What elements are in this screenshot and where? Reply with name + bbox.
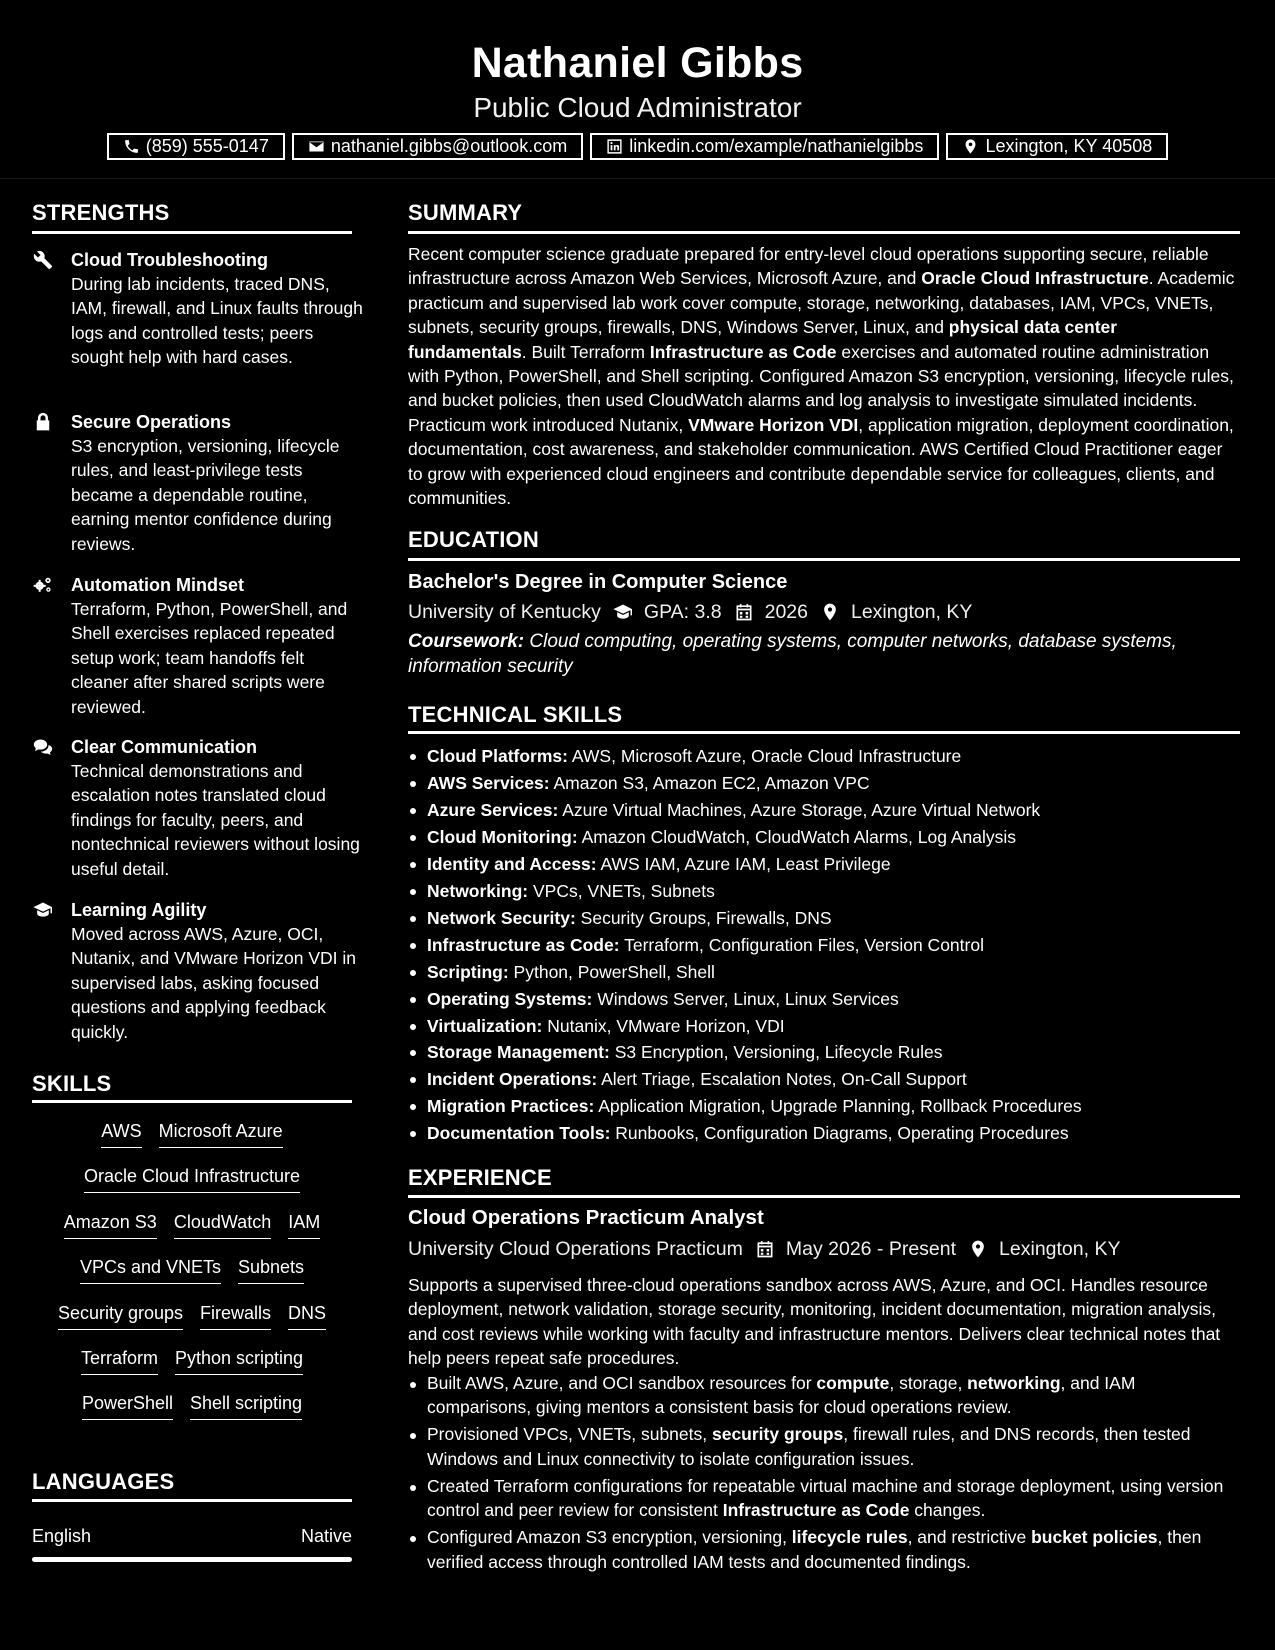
wrench-icon	[32, 250, 54, 270]
skill-category: Cloud Monitoring:	[427, 826, 578, 847]
gpa: GPA: 3.8	[643, 601, 722, 623]
skill-category: Operating Systems:	[427, 988, 593, 1009]
list-item	[408, 1093, 1240, 1120]
bullet-segment: Created Terraform configurations for repeatable virtual machine and storage deployment, using version control and peer review for consistent	[427, 1475, 1224, 1521]
skill-category: Network Security:	[427, 907, 576, 928]
contact-bar	[0, 133, 1275, 160]
skill-values: Azure Virtual Machines, Azure Storage, Azure Virtual Network	[562, 799, 1041, 820]
job-description: Supports a supervised three-cloud operations sandbox across AWS, Azure, and OCI. Handles resource deployment, network validation, storage security, monitoring, incident documentation, migration analysis, and cost reviews while working with faculty and infrastructure mentors. Delivers clear technical notes that help peers repeat safe procedures.	[408, 1275, 1221, 1369]
summary-segment: VMware Horizon VDI	[688, 414, 859, 435]
list-item	[408, 1422, 1243, 1471]
list-item	[408, 1013, 1240, 1040]
skill-values: S3 Encryption, Versioning, Lifecycle Rules	[614, 1042, 943, 1063]
summary-segment: . Built Terraform	[521, 341, 650, 362]
bullet-segment: Configured Amazon S3 encryption, versioning,	[427, 1527, 792, 1548]
bullet-segment: , and restrictive	[907, 1527, 1032, 1548]
strength-description: Technical demonstrations and escalation notes translated cloud findings for faculty, peers, and nontechnical reviewers without losing useful detail.	[71, 761, 360, 879]
skill-category: Scripting:	[427, 961, 509, 982]
skill-chip: DNS	[288, 1301, 326, 1330]
bullet-segment: Provisioned VPCs, VNETs, subnets,	[427, 1424, 712, 1445]
language-item	[32, 1524, 352, 1548]
education-meta	[408, 599, 972, 625]
skill-values: VPCs, VNETs, Subnets	[533, 880, 715, 901]
skills-divider	[32, 1100, 352, 1103]
skill-chip: VPCs and VNETs	[80, 1255, 221, 1284]
skill-values: Amazon CloudWatch, CloudWatch Alarms, Log Analysis	[581, 826, 1017, 847]
calendar-icon	[755, 1239, 775, 1259]
skill-values: Application Migration, Upgrade Planning, Rollback Procedures	[598, 1096, 1082, 1117]
list-item	[408, 743, 1240, 770]
bullet-segment: networking	[967, 1373, 1061, 1393]
graduation-year: 2026	[764, 601, 808, 623]
list-item	[408, 1039, 1240, 1066]
bullet-segment: Infrastructure as Code	[722, 1500, 910, 1521]
bullet-segment: bucket policies	[1031, 1527, 1158, 1548]
skill-chip: AWS	[101, 1119, 141, 1148]
summary-segment: . Academic practicum and supervised lab work cover compute, storage, networking, databases, IAM, VPCs, VNETs, subnets, security groups, firewalls, DNS, Windows Server, Linux, and	[408, 268, 1235, 338]
envelope-icon	[308, 138, 325, 155]
contact-email-text: nathaniel.gibbs@outlook.com	[330, 136, 568, 156]
strength-title: Clear Communication	[71, 737, 258, 757]
phone-icon	[123, 138, 140, 155]
candidate-title: Public Cloud Administrator	[473, 92, 802, 123]
summary-segment: exercises and automated routine administration with Python, PowerShell, and Shell scripting. Configured Amazon S3 encryption, versioning, lifecycle rules, and bucket policies, then used CloudWatch alarms and log analysis to investigate simulated incidents. Practicum work introduced Nutanix,	[408, 341, 1234, 435]
skill-values: Nutanix, VMware Horizon, VDI	[547, 1015, 785, 1036]
skill-values: Windows Server, Linux, Linux Services	[597, 988, 899, 1009]
list-item	[408, 1066, 1240, 1093]
skill-chip-row	[32, 1210, 352, 1239]
coursework-list: Cloud computing, operating systems, computer networks, database systems, information security	[408, 631, 1177, 677]
skill-chip: Security groups	[58, 1301, 183, 1330]
list-item	[408, 932, 1240, 959]
skill-chip: Firewalls	[200, 1301, 271, 1330]
coursework-label: Coursework:	[408, 631, 525, 652]
languages-divider	[32, 1499, 352, 1502]
contact-phone-text: (859) 555-0147	[145, 136, 269, 156]
bullet-segment: , storage,	[889, 1373, 968, 1393]
contact-location	[946, 133, 1168, 160]
skill-chip-row	[32, 1346, 352, 1375]
map-pin-icon	[962, 138, 979, 155]
job-dates: May 2026 - Present	[785, 1238, 957, 1260]
bullet-segment: changes.	[909, 1500, 986, 1521]
bullet-segment: , then verified access through controlled IAM tests and documented findings.	[427, 1527, 1202, 1572]
languages-heading: LANGUAGES	[32, 1469, 175, 1494]
summary-segment: physical data center fundamentals	[408, 317, 1118, 362]
language-name: English	[32, 1526, 92, 1546]
skill-category: Storage Management:	[427, 1042, 610, 1063]
strengths-divider	[32, 231, 352, 234]
contact-linkedin-text: linkedin.com/example/nathanielgibbs	[629, 136, 924, 156]
candidate-name: Nathaniel Gibbs	[471, 39, 804, 87]
skill-values: Amazon S3, Amazon EC2, Amazon VPC	[553, 772, 870, 793]
strength-description: During lab incidents, traced DNS, IAM, firewall, and Linux faults through logs and controlled tests; peers sought help with hard cases.	[71, 274, 363, 368]
education-location: Lexington, KY	[850, 601, 973, 623]
skill-category: AWS Services:	[427, 772, 550, 793]
language-level: Native	[300, 1526, 352, 1546]
education-divider	[408, 558, 1240, 561]
skill-category: Identity and Access:	[427, 853, 597, 874]
technical-skills-divider	[408, 731, 1240, 734]
skill-values: AWS IAM, Azure IAM, Least Privilege	[600, 853, 891, 874]
skill-category: Azure Services:	[427, 799, 559, 820]
summary-segment: , application migration, deployment coordination, documentation, cost awareness, and stakeholder communication. AWS Certified Cloud Practitioner eager to grow with experienced cloud engineers and contribute dependable service for colleagues, clients, and communities.	[408, 414, 1234, 509]
contact-email[interactable]	[292, 133, 583, 160]
skill-chip: Oracle Cloud Infrastructure	[84, 1164, 300, 1193]
job-meta	[408, 1236, 1120, 1262]
summary-segment: Infrastructure as Code	[649, 341, 837, 362]
calendar-icon	[734, 602, 754, 622]
skill-chip: Microsoft Azure	[159, 1119, 283, 1148]
skill-chip: IAM	[288, 1210, 320, 1239]
strength-title: Learning Agility	[71, 900, 207, 920]
chat-bubbles-icon	[32, 737, 54, 757]
summary-segment: Oracle Cloud Infrastructure	[921, 268, 1149, 289]
skill-chip-row	[32, 1391, 352, 1420]
skill-chip: Python scripting	[175, 1346, 303, 1375]
bullet-segment: , and IAM comparisons, giving mentors a consistent basis for cloud operations review.	[427, 1373, 1136, 1418]
bullet-segment: security groups	[711, 1424, 844, 1445]
list-item	[408, 986, 1240, 1013]
contact-location-text: Lexington, KY 40508	[985, 136, 1153, 156]
gears-icon	[32, 575, 54, 595]
skill-chip: PowerShell	[82, 1391, 173, 1420]
language-proficiency-bar	[32, 1557, 352, 1562]
skill-category: Incident Operations:	[427, 1069, 598, 1090]
list-item	[408, 1371, 1243, 1420]
summary-heading: SUMMARY	[408, 200, 523, 225]
degree-title: Bachelor's Degree in Computer Science	[408, 571, 788, 593]
contact-linkedin[interactable]	[590, 133, 939, 160]
contact-phone[interactable]	[107, 133, 285, 160]
strength-title: Cloud Troubleshooting	[71, 250, 268, 270]
skill-category: Infrastructure as Code:	[427, 934, 620, 955]
technical-skills-heading: TECHNICAL SKILLS	[408, 702, 623, 727]
coursework	[408, 629, 1240, 679]
list-item	[408, 770, 1240, 797]
bullet-segment: , firewall rules, and DNS records, then tested Windows and Linux connectivity to isolate configuration issues.	[427, 1424, 1191, 1469]
education-heading: EDUCATION	[408, 527, 539, 552]
map-pin-icon	[968, 1239, 988, 1259]
summary-text	[408, 242, 1240, 510]
job-location: Lexington, KY	[999, 1238, 1121, 1260]
graduation-cap-icon	[613, 602, 633, 622]
bullet-segment: compute	[816, 1373, 890, 1393]
bullet-segment: lifecycle rules	[791, 1527, 908, 1548]
skill-category: Migration Practices:	[427, 1096, 595, 1117]
technical-skills-list	[408, 743, 1240, 1147]
skill-values: Security Groups, Firewalls, DNS	[580, 907, 832, 928]
skills-heading: SKILLS	[32, 1071, 112, 1096]
strength-description: Moved across AWS, Azure, OCI, Nutanix, and VMware Horizon VDI in supervised labs, asking focused questions and applying feedback quickly.	[71, 924, 356, 1042]
lock-icon	[32, 412, 54, 432]
resume-header	[0, 0, 1275, 179]
strength-title: Automation Mindset	[71, 575, 244, 595]
skill-chip: Amazon S3	[64, 1210, 157, 1239]
skill-values: Python, PowerShell, Shell	[513, 961, 715, 982]
experience-heading: EXPERIENCE	[408, 1165, 552, 1190]
list-item	[408, 1120, 1240, 1147]
skill-values: AWS, Microsoft Azure, Oracle Cloud Infrastructure	[571, 746, 962, 766]
skill-chip-row	[32, 1301, 352, 1330]
strengths-heading: STRENGTHS	[32, 200, 170, 225]
skill-values: Alert Triage, Escalation Notes, On-Call Support	[601, 1069, 967, 1090]
strength-title: Secure Operations	[71, 412, 232, 432]
skill-values: Runbooks, Configuration Diagrams, Operating Procedures	[615, 1123, 1069, 1144]
job-title: Cloud Operations Practicum Analyst	[408, 1206, 764, 1229]
skill-chip-row	[32, 1119, 352, 1148]
linkedin-icon	[606, 138, 623, 155]
school-name: University of Kentucky	[408, 601, 601, 623]
skill-chip: Shell scripting	[190, 1391, 302, 1420]
job-bullets	[408, 1371, 1243, 1577]
list-item	[408, 1525, 1243, 1574]
strength-description: Terraform, Python, PowerShell, and Shell exercises replaced repeated setup work; team handoffs felt cleaner after shared scripts were reviewed.	[71, 599, 348, 717]
skill-chip: CloudWatch	[174, 1210, 271, 1239]
bullet-segment: Built AWS, Azure, and OCI sandbox resources for	[427, 1373, 817, 1393]
list-item	[408, 905, 1240, 932]
list-item	[408, 878, 1240, 905]
list-item	[408, 959, 1240, 986]
graduation-cap-icon	[32, 900, 54, 920]
skill-chip: Subnets	[238, 1255, 304, 1284]
summary-divider	[408, 231, 1240, 234]
skill-chip-row	[32, 1255, 352, 1284]
list-item	[408, 824, 1240, 851]
strength-description: S3 encryption, versioning, lifecycle rules, and least-privilege tests became a dependable routine, earning mentor confidence during reviews.	[71, 436, 340, 554]
skill-values: Terraform, Configuration Files, Version Control	[624, 934, 984, 955]
list-item	[408, 851, 1240, 878]
skill-category: Virtualization:	[427, 1015, 543, 1036]
summary-segment: Recent computer science graduate prepared for entry-level cloud operations supporting secure, reliable infrastructure across Amazon Web Services, Microsoft Azure, and	[408, 244, 1209, 289]
skill-category: Cloud Platforms:	[427, 746, 568, 766]
list-item	[408, 797, 1240, 824]
list-item	[408, 1474, 1243, 1523]
skill-category: Documentation Tools:	[427, 1123, 611, 1144]
map-pin-icon	[820, 602, 840, 622]
experience-divider	[408, 1195, 1240, 1198]
skill-chip: Terraform	[81, 1346, 158, 1375]
skill-category: Networking:	[427, 880, 529, 901]
job-organization: University Cloud Operations Practicum	[408, 1238, 743, 1260]
skill-chip-row	[32, 1164, 352, 1193]
